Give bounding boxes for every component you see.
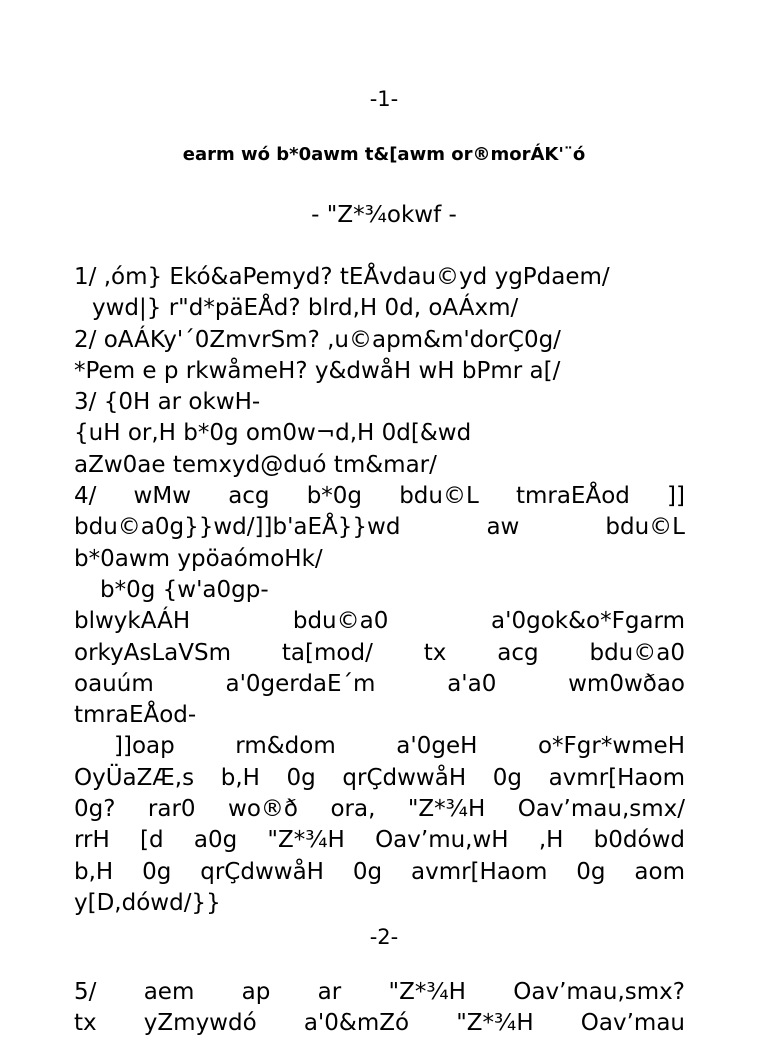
text-line: 1/ ,óm} Ekó&aPemyd? tEÅvdau©yd ygPdaem/ [74,264,610,290]
text-line: y[D,dówd/}} [74,889,221,916]
text-line: bdu©a0g}}wd/]]b'aEÅ}}wd aw bdu©L [74,514,685,541]
text-line: oauúm a'0gerdaE´m a'a0 wm0wðao [74,670,685,697]
text-line: ]]oap rm&dom a'0geH o*Fgr*wmeH [114,733,685,760]
text-line: ywd|} r"d*päEÅd? blrd,H 0d, oAÁxm/ [92,295,519,322]
text-line: aZw0ae temxyd@duó tm&mar/ [74,451,437,478]
text-line: 2/ oAÁKy'´0ZmvrSm? ,u©apm&m'dorÇ0g/ [74,326,561,353]
document-subtitle: - "Z*¾okwf - [311,202,457,228]
text-line: b*0g {w'a0gp- [100,576,269,603]
text-line: b*0awm ypöaómoHk/ [74,545,323,572]
text-line: rrH [d a0g "Z*¾H Oav’mu,wH ,H b0dówd [74,827,685,854]
text-line: *Pem e p rkwåmeH? y&dwåH wH bPmr a[/ [74,357,561,384]
page-number-mid: -2- [369,925,399,949]
text-line: orkyAsLaVSm ta[mod/ tx acg bdu©a0 [74,639,685,666]
text-line: 5/ aem ap ar "Z*¾H Oav’mau,smx? [74,979,685,1005]
text-line: tx yZmywdó a'0&mZó "Z*¾H Oav’mau [74,1010,685,1037]
text-line: OyÜaZÆ,s b,H 0g qrÇdwwåH 0g avmr[Haom [74,764,685,791]
text-line: {uH or,H b*0g om0w¬d,H 0d[&wd [74,420,472,447]
page-number-top: -1- [369,87,399,111]
text-line: blwykAÁH bdu©a0 a'0gok&o*Fgarm [74,608,685,635]
body-text-block-2 [74,977,685,1040]
text-line: 0g? rar0 wo®ð ora, "Z*¾H Oav’mau,smx/ [74,796,685,823]
document-title: earm wó b*0awm t&[awm or®morÁK'¨ó [182,144,586,165]
text-line: 4/ wMw acg b*0g bdu©L tmraEÅod ]] [74,483,685,510]
text-line: 3/ {0H ar okwH- [74,389,261,416]
text-line: b,H 0g qrÇdwwåH 0g avmr[Haom 0g aom [74,858,685,885]
text-line: tmraEÅod- [74,702,197,729]
body-text-block-1 [74,262,685,919]
